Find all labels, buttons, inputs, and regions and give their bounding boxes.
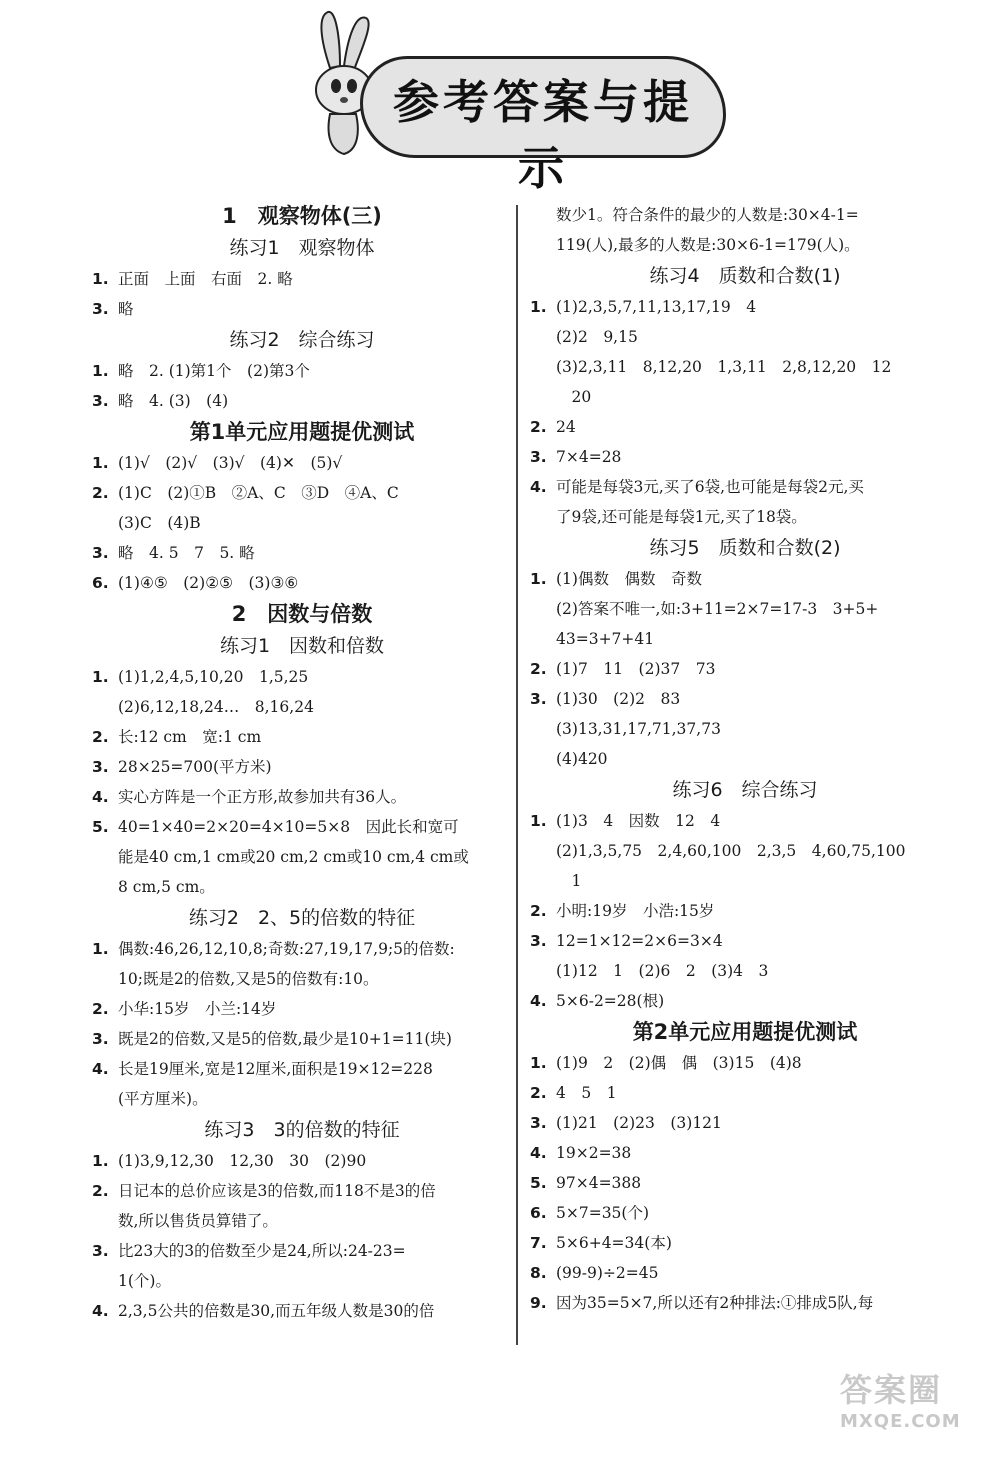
answer-text: 10;既是2的倍数,又是5的倍数有:10。 [118,970,379,988]
question-number: 1. [92,668,109,686]
answer-text: (1)√ (2)√ (3)√ (4)✕ (5)√ [118,454,343,472]
answer-text: 8 cm,5 cm。 [118,878,215,896]
answer-text: 日记本的总价应该是3的倍数,而118不是3的倍 [118,1182,436,1200]
question-number: 6. [92,574,109,592]
answer-text: 略 [118,300,134,318]
answer-text: (1)C (2)①B ②A、C ③D ④A、C [118,484,399,502]
question-number: 2. [92,1182,109,1200]
answer-text: (3)C (4)B [118,514,201,532]
question-number: 5. [530,1174,547,1192]
right-column [530,200,960,1318]
exercise-heading: 练习6 综合练习 [672,779,818,801]
answer-text: 长:12 cm 宽:1 cm [118,728,262,746]
answer-line [530,382,960,412]
question-number: 2. [92,1000,109,1018]
column-divider [516,205,518,1345]
question-number: 3. [92,758,109,776]
question-number: 9. [530,1294,547,1312]
answer-text: 28×25=700(平方米) [118,758,272,776]
question-number: 8. [530,1264,547,1282]
answer-line [530,1288,960,1318]
answer-text: 小华:15岁 小兰:14岁 [118,1000,277,1018]
answer-line [530,200,960,230]
watermark-logo: 答案圈 [840,1371,943,1409]
exercise-heading: 练习2 2、5的倍数的特征 [188,907,416,929]
answer-line [92,448,512,478]
answer-line [530,322,960,352]
question-number: 1. [530,812,547,830]
answer-text: (1)④⑤ (2)②⑤ (3)③⑥ [118,574,299,592]
answer-text: (1)2,3,5,7,11,13,17,19 4 [556,298,757,316]
question-number: 3. [92,300,109,318]
answer-text: 5×6-2=28(根) [556,992,665,1010]
answer-text: 略 4. 5 7 5. 略 [118,544,255,562]
answer-line [530,472,960,502]
answer-line [92,812,512,842]
question-number: 2. [530,1084,547,1102]
answer-line [92,1206,512,1236]
question-number: 1. [92,454,109,472]
answer-line [530,654,960,684]
watermark [840,1365,990,1432]
answer-line [92,294,512,324]
answer-line [530,1078,960,1108]
exercise-heading: 练习3 3的倍数的特征 [204,1119,400,1141]
watermark-url: MXQE.COM [840,1411,961,1432]
answer-text: (3)2,3,11 8,12,20 1,3,11 2,8,12,20 12 [556,358,892,376]
question-number: 3. [92,1030,109,1048]
question-number: 4. [92,1302,109,1320]
answer-text: 能是40 cm,1 cm或20 cm,2 cm或10 cm,4 cm或 [118,848,469,866]
answer-line [530,412,960,442]
answer-line [530,1138,960,1168]
unit-heading: 1 观察物体(三) [222,204,382,228]
question-number: 3. [530,1114,547,1132]
answer-line [530,896,960,926]
answer-line [530,714,960,744]
unit-heading: 2 因数与倍数 [231,602,373,626]
answer-text: 7×4=28 [556,448,622,466]
answer-line [530,926,960,956]
answer-text: 数,所以售货员算错了。 [118,1212,278,1230]
answer-line [530,1258,960,1288]
left-column [92,200,512,1326]
answer-text: 略 4. (3) (4) [118,392,229,410]
answer-text: 了9袋,还可能是每袋1元,买了18袋。 [556,508,807,526]
answer-line [530,292,960,322]
answer-line [530,956,960,986]
answer-text: (99-9)÷2=45 [556,1264,659,1282]
answer-line [530,1168,960,1198]
question-number: 3. [92,392,109,410]
answer-text: 小明:19岁 小浩:15岁 [556,902,715,920]
answer-text: 40=1×40=2×20=4×10=5×8 因此长和宽可 [118,818,459,836]
question-number: 4. [530,992,547,1010]
question-number: 4. [530,478,547,496]
answer-line [92,1236,512,1266]
answer-line [92,478,512,508]
answer-text: (2)2 9,15 [556,328,638,346]
answer-text: (1)3,9,12,30 12,30 30 (2)90 [118,1152,367,1170]
answer-line [530,836,960,866]
answer-line [530,1048,960,1078]
answer-text: 4 5 1 [556,1084,617,1102]
answer-text: (1)21 (2)23 (3)121 [556,1114,722,1132]
answer-line [92,1296,512,1326]
answer-text: (1)偶数 偶数 奇数 [556,570,702,588]
answer-text: (3)13,31,17,71,37,73 [556,720,721,738]
answer-line [92,356,512,386]
answer-line [92,872,512,902]
answer-line [92,692,512,722]
question-number: 2. [92,484,109,502]
question-number: 1. [92,270,109,288]
answer-line [92,782,512,812]
question-number: 5. [92,818,109,836]
unit-heading: 第2单元应用题提优测试 [632,1020,858,1044]
question-number: 7. [530,1234,547,1252]
answer-text: 偶数:46,26,12,10,8;奇数:27,19,17,9;5的倍数: [118,940,455,958]
answer-line [530,1108,960,1138]
answer-line [92,386,512,416]
question-number: 3. [92,544,109,562]
question-number: 1. [530,298,547,316]
question-number: 3. [92,1242,109,1260]
answer-line [92,964,512,994]
answer-text: 数少1。符合条件的最少的人数是:30×4-1= [556,206,859,224]
answer-line [530,502,960,532]
answer-text: (2)6,12,18,24… 8,16,24 [118,698,314,716]
exercise-heading: 练习1 观察物体 [229,237,375,259]
answer-line [530,1198,960,1228]
answer-text: (2)1,3,5,75 2,4,60,100 2,3,5 4,60,75,100 [556,842,906,860]
question-number: 4. [92,1060,109,1078]
answer-line [92,1024,512,1054]
answer-text: 97×4=388 [556,1174,642,1192]
question-number: 2. [530,902,547,920]
answer-text: 略 2. (1)第1个 (2)第3个 [118,362,310,380]
answer-line [530,624,960,654]
answer-text: 43=3+7+41 [556,630,655,648]
answer-text: 5×6+4=34(本) [556,1234,672,1252]
answer-text: 长是19厘米,宽是12厘米,面积是19×12=228 [118,1060,433,1078]
question-number: 4. [92,788,109,806]
answer-line [92,1266,512,1296]
question-number: 1. [92,940,109,958]
page-title: 参考答案与提示 [393,75,693,195]
answer-text: 因为35=5×7,所以还有2种排法:①排成5队,每 [556,1294,874,1312]
question-number: 1. [530,570,547,588]
answer-line [530,684,960,714]
question-number: 1. [530,1054,547,1072]
answer-text: 119(人),最多的人数是:30×6-1=179(人)。 [556,236,860,254]
answer-line [92,508,512,538]
answer-line [92,1176,512,1206]
answer-line [530,442,960,472]
answer-line [530,564,960,594]
answer-line [92,722,512,752]
answer-text: 19×2=38 [556,1144,632,1162]
answer-text: 正面 上面 右面 2. 略 [118,270,293,288]
unit-heading: 第1单元应用题提优测试 [189,420,415,444]
question-number: 6. [530,1204,547,1222]
header-banner [300,8,730,195]
question-number: 3. [530,448,547,466]
answer-text: (1)1,2,4,5,10,20 1,5,25 [118,668,309,686]
question-number: 2. [92,728,109,746]
question-number: 4. [530,1144,547,1162]
answer-line [92,1084,512,1114]
question-number: 1. [92,362,109,380]
answer-text: (1)9 2 (2)偶 偶 (3)15 (4)8 [556,1054,802,1072]
answer-line [92,264,512,294]
exercise-heading: 练习4 质数和合数(1) [649,265,841,287]
answer-line [530,866,960,896]
answer-line [530,230,960,260]
exercise-heading: 练习1 因数和倍数 [219,635,385,657]
answer-text: (平方厘米)。 [118,1090,208,1108]
answer-text: (1)7 11 (2)37 73 [556,660,716,678]
answer-text: 1(个)。 [118,1272,171,1290]
exercise-heading: 练习2 综合练习 [229,329,375,351]
answer-line [92,842,512,872]
question-number: 1. [92,1152,109,1170]
answer-line [92,1146,512,1176]
answer-line [92,934,512,964]
exercise-heading: 练习5 质数和合数(2) [649,537,841,559]
answer-text: 20 [556,388,592,406]
answer-text: 实心方阵是一个正方形,故参加共有36人。 [118,788,407,806]
answer-text: 2,3,5公共的倍数是30,而五年级人数是30的倍 [118,1302,435,1320]
answer-text: 12=1×12=2×6=3×4 [556,932,723,950]
answer-line [92,568,512,598]
answer-text: (2)答案不唯一,如:3+11=2×7=17-3 3+5+ [556,600,879,618]
answer-line [92,994,512,1024]
answer-line [530,352,960,382]
answer-text: 既是2的倍数,又是5的倍数,最少是10+1=11(块) [118,1030,452,1048]
answer-line [530,744,960,774]
answer-line [92,662,512,692]
answer-text: (1)12 1 (2)6 2 (3)4 3 [556,962,769,980]
answer-text: (1)30 (2)2 83 [556,690,681,708]
answer-text: 5×7=35(个) [556,1204,650,1222]
answer-text: 可能是每袋3元,买了6袋,也可能是每袋2元,买 [556,478,864,496]
answer-line [530,1228,960,1258]
answer-line [92,538,512,568]
answer-text: (4)420 [556,750,608,768]
question-number: 2. [530,660,547,678]
answer-text: 24 [556,418,576,436]
answer-line [530,806,960,836]
answer-text: 1 [556,872,582,890]
answer-line [92,1054,512,1084]
question-number: 2. [530,418,547,436]
answer-line [530,986,960,1016]
question-number: 3. [530,932,547,950]
answer-line [92,752,512,782]
question-number: 3. [530,690,547,708]
answer-text: 比23大的3的倍数至少是24,所以:24-23= [118,1242,406,1260]
answer-text: (1)3 4 因数 12 4 [556,812,721,830]
answer-line [530,594,960,624]
